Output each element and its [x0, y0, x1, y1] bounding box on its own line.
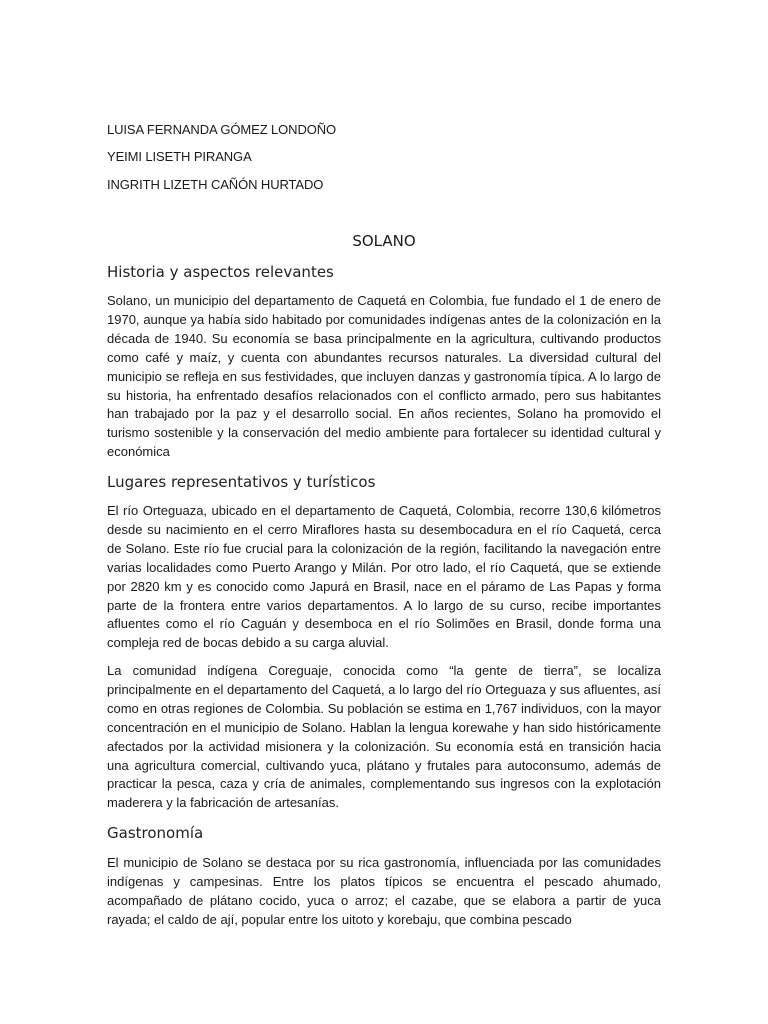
author-name: YEIMI LISETH PIRANGA — [107, 149, 252, 164]
paragraph-coreguaje: La comunidad indígena Coreguaje, conocida como “la gente de tierra”, se localiza principalmente en el departamento del Caquetá, a lo largo del río Orteguaza y sus afluentes, así como en otras regiones de Colombia. Su población se estima en 1,767 individuos, con la mayor concentración en el municipio de Solano. Hablan la lengua korewahe y han sido históricamente afectados por la actividad misionera y la colonización. Su economía está en transición hacia una agricultura comercial, cultivando yuca, plátano y frutales para autoconsumo, además de practicar la pesca, caza y cría de animales, complementando sus ingresos con la explotación maderera y la fabricación de artesanías. — [107, 663, 661, 811]
paragraph-historia: Solano, un municipio del departamento de Caquetá en Colombia, fue fundado el 1 de enero de 1970, aunque ya había sido habitado por comunidades indígenas antes de la colonización en la década de 1940. Su economía se basa principalmente en la agricultura, cultivando productos como café y maíz, y cuenta con abundantes recursos naturales. La diversidad cultural del municipio se refleja en sus festividades, que incluyen danzas y gastronomía típica. A lo largo de su historia, ha enfrentado desafíos relacionados con el conflicto armado, pero sus habitantes han trabajado por la paz y el desarrollo social. En años recientes, Solano ha promovido el turismo sostenible y la conservación del medio ambiente para fortalecer su identidad cultural y económica — [107, 293, 661, 460]
paragraph-rios: El río Orteguaza, ubicado en el departamento de Caquetá, Colombia, recorre 130,6 kilómetros desde su nacimiento en el cerro Miraflores hasta su desembocadura en el río Caquetá, cerca de Solano. Este río fue crucial para la colonización de la región, facilitando la navegación entre varias localidades como Puerto Arango y Milán. Por otro lado, el río Caquetá, que se extiende por 2820 km y es conocido como Japurá en Brasil, nace en el páramo de Las Papas y forma parte de la frontera entre varios departamentos. A lo largo de su curso, recibe importantes afluentes como el río Caguán y desemboca en el río Solimões en Brasil, donde forma una compleja red de bocas debido a su carga aluvial. — [107, 503, 661, 651]
author-name: LUISA FERNANDA GÓMEZ LONDOÑO — [107, 122, 337, 137]
author-name: INGRITH LIZETH CAÑÓN HURTADO — [107, 177, 324, 192]
document-title: SOLANO — [352, 232, 416, 250]
section-heading-historia: Historia y aspectos relevantes — [107, 263, 334, 281]
section-heading-gastronomia: Gastronomía — [107, 824, 204, 842]
section-heading-lugares: Lugares representativos y turísticos — [107, 473, 376, 491]
paragraph-gastronomia: El municipio de Solano se destaca por su rica gastronomía, influenciada por las comunidades indígenas y campesinas. Entre los platos típicos se encuentra el pescado ahumado, acompañado de plátano cocido, yuca o arroz; el cazabe, que se elabora a partir de yuca rayada; el caldo de ají, popular entre los uitoto y korebaju, que combina pescado — [107, 855, 661, 927]
